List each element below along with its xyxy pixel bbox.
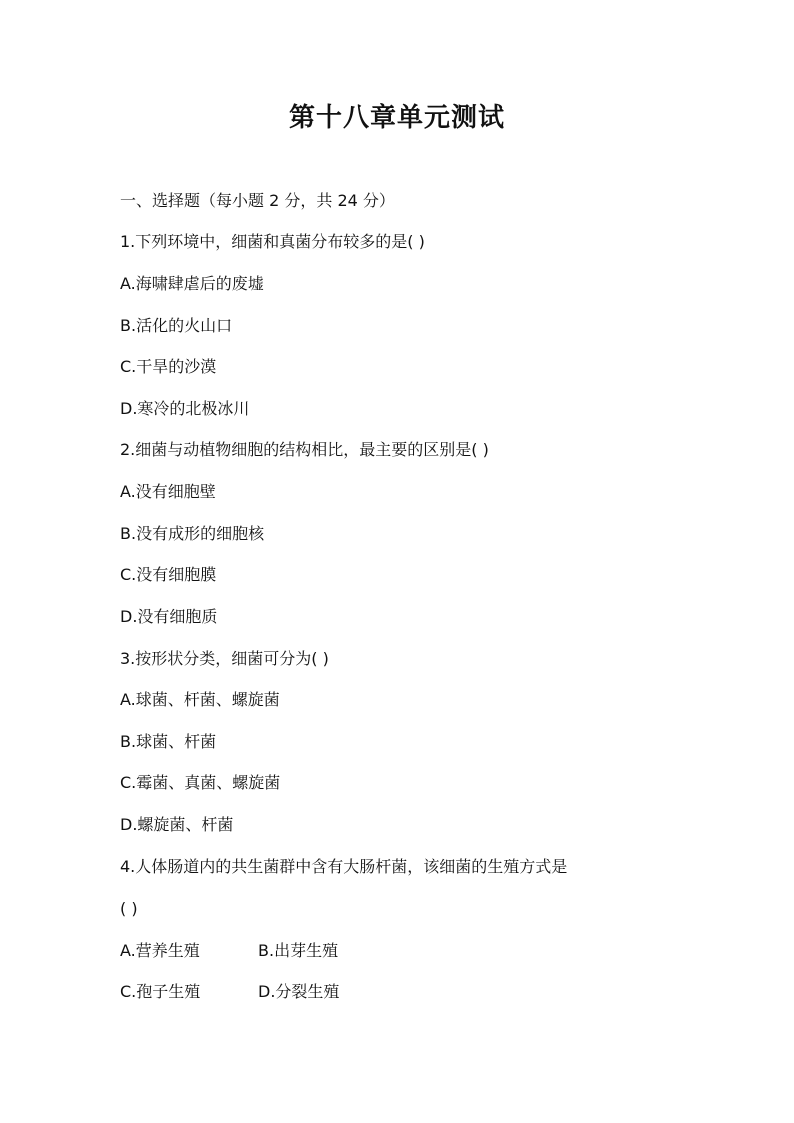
question-2-option-c: C.没有细胞膜 (120, 565, 217, 584)
question-4-option-a: A.营养生殖 (120, 941, 200, 960)
question-1-option-a: A.海啸肆虐后的废墟 (120, 274, 264, 293)
question-4-option-d: D.分裂生殖 (258, 982, 340, 1001)
question-2-stem: 2.细菌与动植物细胞的结构相比，最主要的区别是( ) (120, 440, 489, 459)
question-2-option-b: B.没有成形的细胞核 (120, 524, 265, 543)
question-3-option-a: A.球菌、杆菌、螺旋菌 (120, 690, 280, 709)
question-3-option-d: D.螺旋菌、杆菌 (120, 815, 234, 834)
question-1-option-c: C.干旱的沙漠 (120, 357, 217, 376)
page-title: 第十八章单元测试 (288, 103, 505, 133)
question-1-option-d: D.寒冷的北极冰川 (120, 399, 250, 418)
question-4-option-c: C.孢子生殖 (120, 982, 201, 1001)
question-1-option-b: B.活化的火山口 (120, 316, 233, 335)
question-3-stem: 3.按形状分类，细菌可分为( ) (120, 649, 329, 668)
question-4-stem-continuation: ( ) (120, 899, 138, 918)
question-3-option-b: B.球菌、杆菌 (120, 732, 217, 751)
question-1-stem: 1.下列环境中，细菌和真菌分布较多的是( ) (120, 232, 425, 251)
question-3-option-c: C.霉菌、真菌、螺旋菌 (120, 773, 281, 792)
question-4-option-b: B.出芽生殖 (258, 941, 339, 960)
question-4-stem: 4.人体肠道内的共生菌群中含有大肠杆菌，该细菌的生殖方式是 (120, 857, 568, 876)
section-heading: 一、选择题（每小题 2 分，共 24 分） (120, 191, 395, 210)
question-2-option-d: D.没有细胞质 (120, 607, 218, 626)
question-2-option-a: A.没有细胞壁 (120, 482, 216, 501)
